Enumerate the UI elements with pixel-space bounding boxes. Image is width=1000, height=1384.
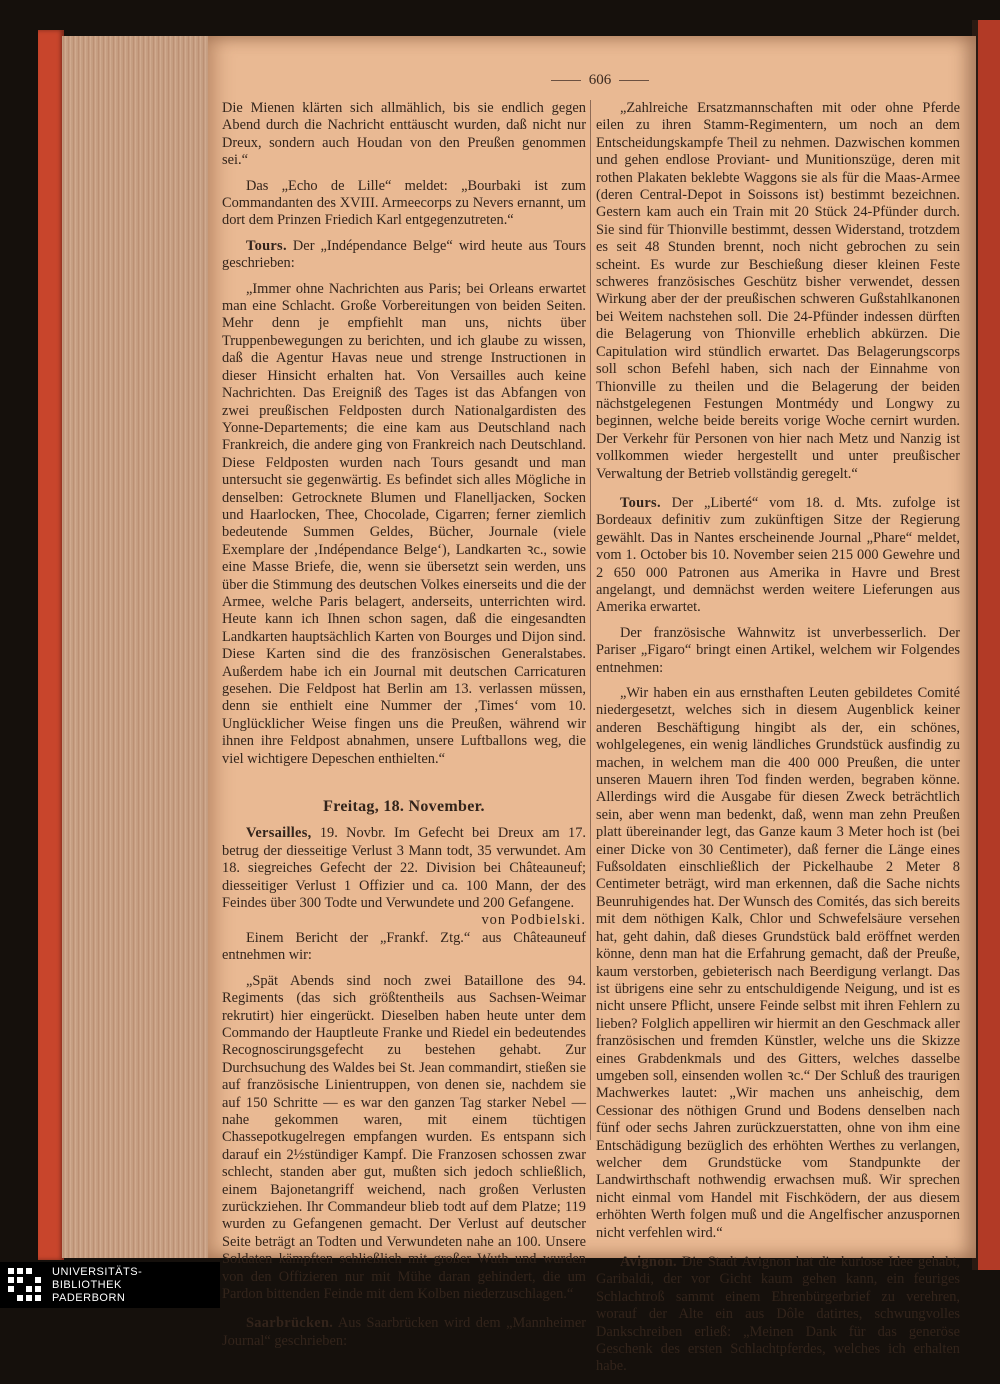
- paragraph: „Wir haben ein aus ernsthaften Leuten gebildetes Comité niedergesetzt, welches sich in diesem Augenblick keiner anderen Beschäftigung hingibt als der, ein schönes, wohlgelegenes, ein wenig ländliches Grundstück ausfindig zu machen, in welchem man die 400 000 Preußen, die unter unseren Mauern ihren Tod finden werden, begraben könne. Allerdings wird die Ausgabe für diesen Zweck beträchtlich sein, aber wenn man bedenkt, daß, wenn man zehn Preußen platt übereinander legt, das Ganze kaum 3 Meter hoch ist (bei einer Dicke von 30 Centimeter), daß ferner die Länge eines Fußsoldaten einschließlich der Pickelhaube 2 Meter 8 Centimeter beträgt, wird man erkennen, daß die Sache nichts Beunruhigendes hat. Der Wunsch des Comités, das sich bereits mit dem nöthigen Kalk, Chlor und Schwefelsäure versehen hat, geht dahin, daß dieses Grundstück bald eröffnet werden könne, denn man hat die Erfahrung gemacht, daß der Preuße, kaum verstorben, gebieterisch nach Beerdigung verlangt. Das ist übrigens eine sehr zu entschuldigende Neigung, und ist es nicht unsere Pflicht, unsere Feinde selbst mit ihren Fehlern zu lieben? Folglich appelliren wir hiermit an den Geschmack aller französischen und fremden Künstler, welche uns die Skizze eines Grabdenkmals und des Gitters, welches dasselbe umgeben soll, einsenden wollen ꝛc.“ Der Schluß des traurigen Machwerkes lautet: „Wir machen uns anheischig, dem Cessionar des nöthigen Grund und Bodens denselben nach fünf oder sechs Jahren zurückzuerstatten, ohne von ihm eine Entschädigung bezüglich des erhöhten Werthes zu verlangen, welcher dem Grundstücke vom Standpunkte der Landwirthschaft nothwendig erwachsen muß. Wir sprechen nicht einmal vom Handel mit Fischködern, der aus diesem erhöhten Werth folgen muß und die Angelfischer anzuspornen nicht verfehlen wird.“: [596, 685, 960, 1241]
- paragraph: [222, 1315, 586, 1350]
- logo-line: BIBLIOTHEK: [52, 1279, 122, 1291]
- paragraph: [222, 825, 586, 929]
- left-column: [222, 100, 586, 1358]
- paragraph-text: Der „Indépendance Belge“ wird heute aus Tours geschrieben:: [222, 237, 586, 272]
- library-logo-mark-icon: [8, 1268, 42, 1302]
- dateline: Versailles,: [246, 825, 312, 842]
- paragraph: Der französische Wahnwitz ist unverbesserlich. Der Pariser „Figaro“ bringt einen Artikel, welchem wir Folgendes entnehmen:: [596, 624, 960, 676]
- paragraph-text: Aus Saarbrücken wird dem „Mannheimer Journal“ geschrieben:: [222, 1315, 586, 1349]
- paragraph: [596, 495, 960, 617]
- paragraph: „Zahlreiche Ersatzmannschaften mit oder ohne Pferde eilen zu ihren Stamm-Regimentern, um noch an dem Entscheidungskampfe Theil zu nehmen. Dazwischen kommen und gehen endlose Proviant- und Munitionszüge, deren mit rothen Plakaten beklebte Waggons sie als für die Maas-Armee (deren Central-Depot in Soissons ist) bestimmt bezeichnen. Gestern kam auch ein Train mit 20 Stück 24-Pfünder durch. Sie sind für Thionville bestimmt, dessen Widerstand, trotzdem es seit 48 Stunden brennt, noch nicht gebrochen zu sein scheint. Es wurde zur Beschießung dieser kleinen Feste schweres französisches Geschütz bisher verwendet, dessen Wirkung aber der der preußischen schweren Gußstahlkanonen bei Weitem nachstehen soll. Die 24-Pfünder indessen dürften die Belagerung von Thionville erheblich abkürzen. Die Capitulation wird stündlich erwartet. Das Belagerungscorps soll schon Befehl haben, sich nach der Einnahme von Thionville zu theilen und die Belagerung der beiden nächstgelegenen Festungen Montmédy und Longwy zu beginnen, welche beide bereits vorige Woche cernirt wurden. Der Verkehr für Personen von hier nach Metz und Nanzig ist vollkommen wieder hergestellt und unter preußischer Verwaltung der Betrieb vollständig geregelt.“: [596, 100, 960, 482]
- paragraph: Das „Echo de Lille“ meldet: „Bourbaki ist zum Commandanten des XVIII. Armeecorps zu Nevers ernannt, um dort dem Prinzen Friedich Karl entgegenzutreten.“: [222, 177, 586, 229]
- paragraph: „Immer ohne Nachrichten aus Paris; bei Orleans erwartet man eine Schlacht. Große Vorbereitungen von beiden Seiten. Mehr denn je empfiehlt man uns, nichts über Truppenbewegungen zu berichten, und ich glaube zu wissen, daß die Agentur Havas neue und strenge Instructionen in dieser Hinsicht erhalten hat. Von Versailles auch keine Nachrichten. Das Ereigniß des Tages ist das Abfangen von zwei preußischen Feldposten durch Nationalgardisten des Yonne-Departements; die eine kam aus Deutschland nach Frankreich, die andere ging von Frankreich nach Deutschland. Diese Feldposten wurden nach Tours gesandt und man untersucht sie gegenwärtig. Es befindet sich alles Mögliche in denselben: Getrocknete Blumen und Flanelljacken, Socken und Haarlocken, Thee, Chocolade, Cigarren; ferner ziemlich bedeutende Summen Geldes, Bücher, Journale (viele Exemplare der ‚Indépendance Belge‘), Landkarten ꝛc., sowie eine Masse Briefe, die, wenn sie übersetzt sein werden, uns über die Stimmung des deutschen Volkes einerseits und die der Armee, welche Paris belagert, anderseits, unterrichten wird. Heute kann ich Ihnen schon sagen, daß die eingesandten Landkarten hauptsächlich Karten von Bourges und Dijon sind. Diese Karten sind die des französischen Generalstabes. Außerdem habe ich ein Journal mit deutschen Carricaturen gesehen. Die Feldpost hat Berlin am 13. verlassen müssen, denn sie enthielt eine Nummer der ‚Times‘ vom 10. Unglücklicher Weise fingen uns die Preußen, während wir ihnen ihre Feldpost abnahmen, unsere Luftballons weg, die viel wichtigere Depeschen enthielten.“: [222, 280, 586, 767]
- book-cover-right: [978, 20, 1000, 1270]
- library-logo-text: [52, 1266, 142, 1305]
- paragraph: Die Mienen klärten sich allmählich, bis sie endlich gegen Abend durch die Nachricht enttäuscht wurden, daß nicht nur Dreux, sondern auch Houdan von den Preußen genommen sei.“: [222, 100, 586, 169]
- paragraph: [222, 238, 586, 273]
- library-logo: [0, 1262, 220, 1308]
- column-divider: [590, 100, 591, 1140]
- dateline: Tours.: [620, 494, 661, 511]
- paragraph: [596, 1254, 960, 1376]
- paragraph: Einem Bericht der „Frankf. Ztg.“ aus Châteauneuf entnehmen wir:: [222, 929, 586, 964]
- paragraph: „Spät Abends sind noch zwei Bataillone des 94. Regiments (das sich größtentheils aus Sachsen-Weimar rekrutirt) hier eingerückt. Dieselben haben heute unter dem Commando der Hauptleute Franke und Riedel ein bedeutendes Recognoscirungsgefecht zu bestehen gehabt. Zur Durchsuchung des Waldes bei St. Jean commandirt, stießen sie auf französische Linientruppen, von denen sie, nachdem sie auf 150 Schritte — es war den ganzen Tag starker Nebel — nahe gekommen waren, mit einem tüchtigen Chassepotkugelregen empfangen wurden. Es entspann sich darauf ein 2½stündiger Kampf. Die Franzosen schossen zwar schlecht, standen aber gut, mußten sich jedoch schließlich, einem Bajonetangriff weichend, nach großen Verlusten zurückziehen. Ihr Commandeur blieb todt auf dem Platze; 119 wurden zu Gefangenen gemacht. Der Verlust auf deutscher Seite beträgt an Todten und Verwundeten nahe an 100. Unsere Soldaten kämpften schließlich mit großer Wuth und wurden von den Offizieren nur mit Mühe daran gehindert, die um Pardon bittenden Feinde mit dem Kolben niederzuschlagen.“: [222, 972, 586, 1302]
- dateline: Avignon.: [620, 1254, 677, 1270]
- right-column: [596, 100, 960, 1384]
- signature: von Podbielski.: [481, 912, 586, 929]
- paragraph-text: 19. Novbr. Im Gefecht bei Dreux am 17. betrug der diesseitige Verlust 3 Mann todt, 35 verwundet. Am 18. siegreiches Gefecht der 22. Division bei Châteauneuf; diesseitiger Verlust 1 Offizier und ca. 100 Mann, der des Feindes über 300 Todte und Verwundete und 200 Gefangene.: [222, 825, 586, 912]
- book-cover-edge: [38, 30, 64, 1260]
- paragraph-text: Der „Liberté“ vom 18. d. Mts. zufolge ist Bordeaux definitiv zum zukünftigen Sitze der Regierung gewählt. Das in Nantes erscheinende Journal „Phare“ meldet, vom 1. October bis 10. November seien 215 000 Gewehre und 2 650 000 Patronen aus Amerika in Havre und Brest angelangt, und demnächst werden weitere Lieferungen aus Amerika erwartet.: [596, 494, 960, 616]
- paragraph-text: Die Stadt Avignon hat die kuriose Idee gehabt, Garibaldi, der vor Gicht kaum gehen kann, ein feuriges Schlachtroß sammt einem Ehrenbürgerbrief zu verehren, worauf der Alte ein aus Dôle datirtes, schwungvolles Dankschreiben erließ: „Meinen Dank für das generöse Geschenk des ersten Schlachtpferdes, welches ich erhalten habe.: [596, 1254, 960, 1375]
- logo-line: PADERBORN: [52, 1292, 126, 1304]
- page-number: [540, 72, 660, 89]
- page-number-text: 606: [588, 72, 612, 88]
- logo-line: UNIVERSITÄTS-: [52, 1266, 143, 1278]
- dash-right: [619, 80, 649, 81]
- section-heading: Freitag, 18. November.: [323, 798, 485, 816]
- dateline: Saarbrücken.: [246, 1315, 334, 1332]
- dateline: Tours.: [246, 237, 287, 254]
- page-stack-edges: [62, 36, 212, 1258]
- dash-left: [551, 80, 581, 81]
